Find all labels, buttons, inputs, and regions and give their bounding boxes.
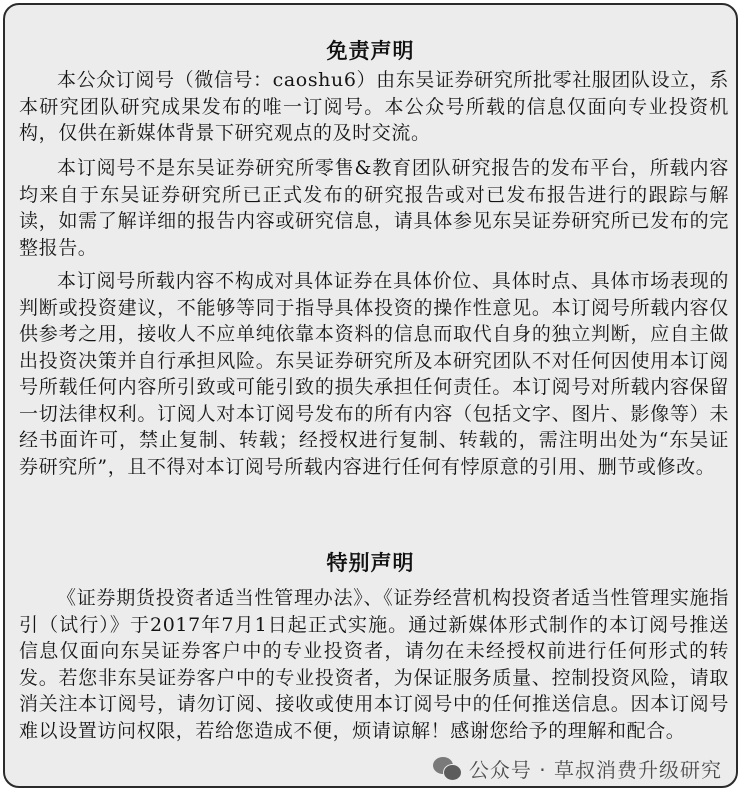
disclaimer-paragraph-3: 本订阅号所载内容不构成对具体证券在具体价位、具体时点、具体市场表现的判断或投资建议，不能够等同于指导具体投资的操作性意见。本订阅号所载内容仅供参考之用，接收人不应单纯依靠本资料的信息而取代自身的独立判断，应自主做出投资决策并自行承担风险。东吴证券研究所及本研究团队不对任何因使用本订阅号所载任何内容所引致或可能引致的损失承担任何责任。本订阅号对所载内容保留一切法律权利。订阅人对本订阅号发布的所有内容（包括文字、图片、影像等）未经书面许可，禁止复制、转载；经授权进行复制、转载的，需注明出处为“东吴证券研究所”，且不得对本订阅号所载内容进行任何有悖原意的引用、删节或修改。 xyxy=(19,270,729,478)
statement-frame xyxy=(3,3,738,788)
disclaimer-paragraph-2: 本订阅号不是东吴证券研究所零售&教育团队研究报告的发布平台，所载内容均来自于东吴证券研究所已正式发布的研究报告或对已发布报告进行的跟踪与解读，如需了解详细的报告内容或研究信息，请具体参见东吴证券研究所已发布的完整报告。 xyxy=(19,157,729,259)
special-title: 特别声明 xyxy=(326,550,415,575)
wechat-icon xyxy=(433,757,463,781)
disclaimer-title: 免责声明 xyxy=(326,38,415,63)
watermark xyxy=(433,754,722,783)
watermark-text: 公众号 · 草叔消费升级研究 xyxy=(468,758,722,782)
disclaimer-paragraph-1: 本公众订阅号（微信号：caoshu6）由东吴证券研究所批零社服团队设立，系本研究团队研究成果发布的唯一订阅号。本公众号所载的信息仅面向专业投资机构，仅供在新媒体背景下研究观点的及时交流。 xyxy=(19,69,729,144)
special-paragraph-1: 《证券期货投资者适当性管理办法》、《证券经营机构投资者适当性管理实施指引（试行）》于2017年7月1日起正式实施。通过新媒体形式制作的本订阅号推送信息仅面向东吴证券客户中的专业投资者，请勿在未经授权前进行任何形式的转发。若您非东吴证券客户中的专业投资者，为保证服务质量、控制投资风险，请取消关注本订阅号，请勿订阅、接收或使用本订阅号中的任何推送信息。因本订阅号难以设置访问权限，若给您造成不便，烦请谅解！感谢您给予的理解和配合。 xyxy=(19,587,729,742)
